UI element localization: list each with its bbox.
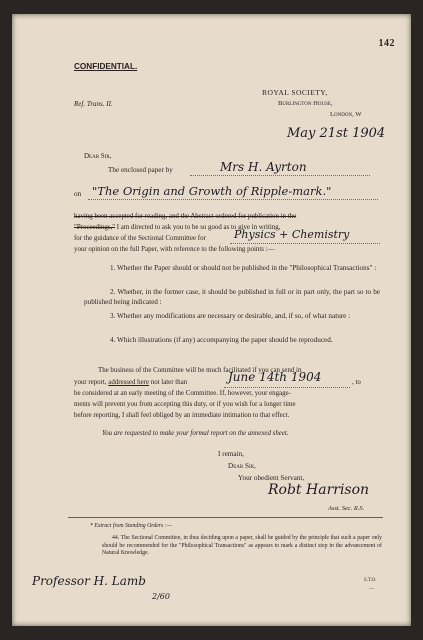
business-line-d: ments will prevent you from accepting this duty, or if you wish for a longer time	[74, 401, 296, 408]
deadline-date: June 14th 1904	[228, 370, 322, 384]
reference-code: 2/60	[152, 592, 170, 601]
author-line	[190, 175, 370, 176]
signature: Robt Harrison	[268, 482, 370, 498]
ref-label: Ref. Trans. II.	[74, 100, 113, 108]
business-line-c: be considered at an early meeting of the Committee. If, however, your engage-	[74, 390, 291, 397]
deadline-blank	[224, 387, 350, 388]
salutation: Dear Sir,	[84, 152, 112, 160]
author-name: Mrs H. Ayrton	[220, 160, 307, 174]
business-line-b	[74, 378, 187, 388]
paper-title: "The Origin and Growth of Ripple-mark."	[92, 184, 332, 198]
confidential-heading: CONFIDENTIAL.	[74, 62, 138, 71]
request-line-text: I am directed to ask you to be so good as to give in writing,	[116, 224, 281, 231]
business-line-e: before reporting, I shall feel obliged by an immediate intimation to that effect.	[74, 412, 290, 419]
business-b-2: not later than	[150, 379, 188, 386]
letter-sheet	[12, 14, 411, 626]
point-3: 3. Whether any modifications are necessary or desirable, and, if so, of what nature :	[110, 312, 351, 320]
letter-date: May 21st 1904	[287, 126, 386, 141]
title-line	[88, 199, 378, 200]
printer-sub: —	[369, 587, 374, 592]
page-number: 142	[378, 38, 395, 49]
struck-proceedings: "Proceedings,"	[74, 224, 116, 231]
committee-name: Physics + Chemistry	[234, 228, 350, 241]
formal-report-request: You are requested to make your formal report on the annexed sheet.	[102, 430, 289, 437]
struck-acceptance-line: having been accepted for reading, and the Abstract ordered for publication in the	[74, 213, 297, 220]
committee-blank	[230, 243, 380, 244]
signer-title: Asst. Sec. R.S.	[328, 505, 365, 512]
printer-mark: S.T.O.	[364, 578, 377, 583]
point-2: 2. Whether, in the former case, it should be published in full or in part only, the part so to be published being indicated :	[84, 288, 380, 306]
opinion-line: your opinion on the full Paper, with reference to the following points :—	[74, 246, 275, 253]
point-4: 4. Which illustrations (if any) accompanying the paper should be reproduced.	[110, 336, 333, 344]
business-line-a: The business of the Committee will be much facilitated if you can send in	[98, 367, 302, 374]
society-house: Burlington House,	[278, 100, 333, 107]
on-word: on	[74, 190, 82, 198]
closing-servant: Your obedient Servant,	[238, 474, 305, 482]
committee-line-text: for the guidance of the Sectional Committee for	[74, 235, 206, 242]
society-city: London, W	[330, 111, 362, 118]
business-b-1: your report,	[74, 379, 107, 386]
closing-dear-sir: Dear Sir,	[228, 462, 256, 470]
addressee-name: Professor H. Lamb	[32, 574, 146, 588]
society-name: ROYAL SOCIETY,	[262, 88, 328, 97]
footnote-text: 44. The Sectional Committee, in thus deciding upon a paper, shall be guided by the principle that such a paper only should be recommended for the "Philosophical Transactions" as appears to mark a distinct step in the advancement of Natural Knowledge.	[102, 535, 382, 557]
footer-rule	[68, 517, 383, 518]
closing-remain: I remain,	[218, 450, 244, 458]
business-b-3: , to	[352, 379, 361, 386]
point-1: 1. Whether the Paper should or should not be published in the "Philosophical Transactions" :	[110, 264, 377, 272]
footnote-heading: * Extract from Standing Orders :—	[90, 523, 172, 529]
intro-text: The enclosed paper by	[108, 166, 173, 174]
addressed-here: addressed here	[108, 379, 150, 386]
